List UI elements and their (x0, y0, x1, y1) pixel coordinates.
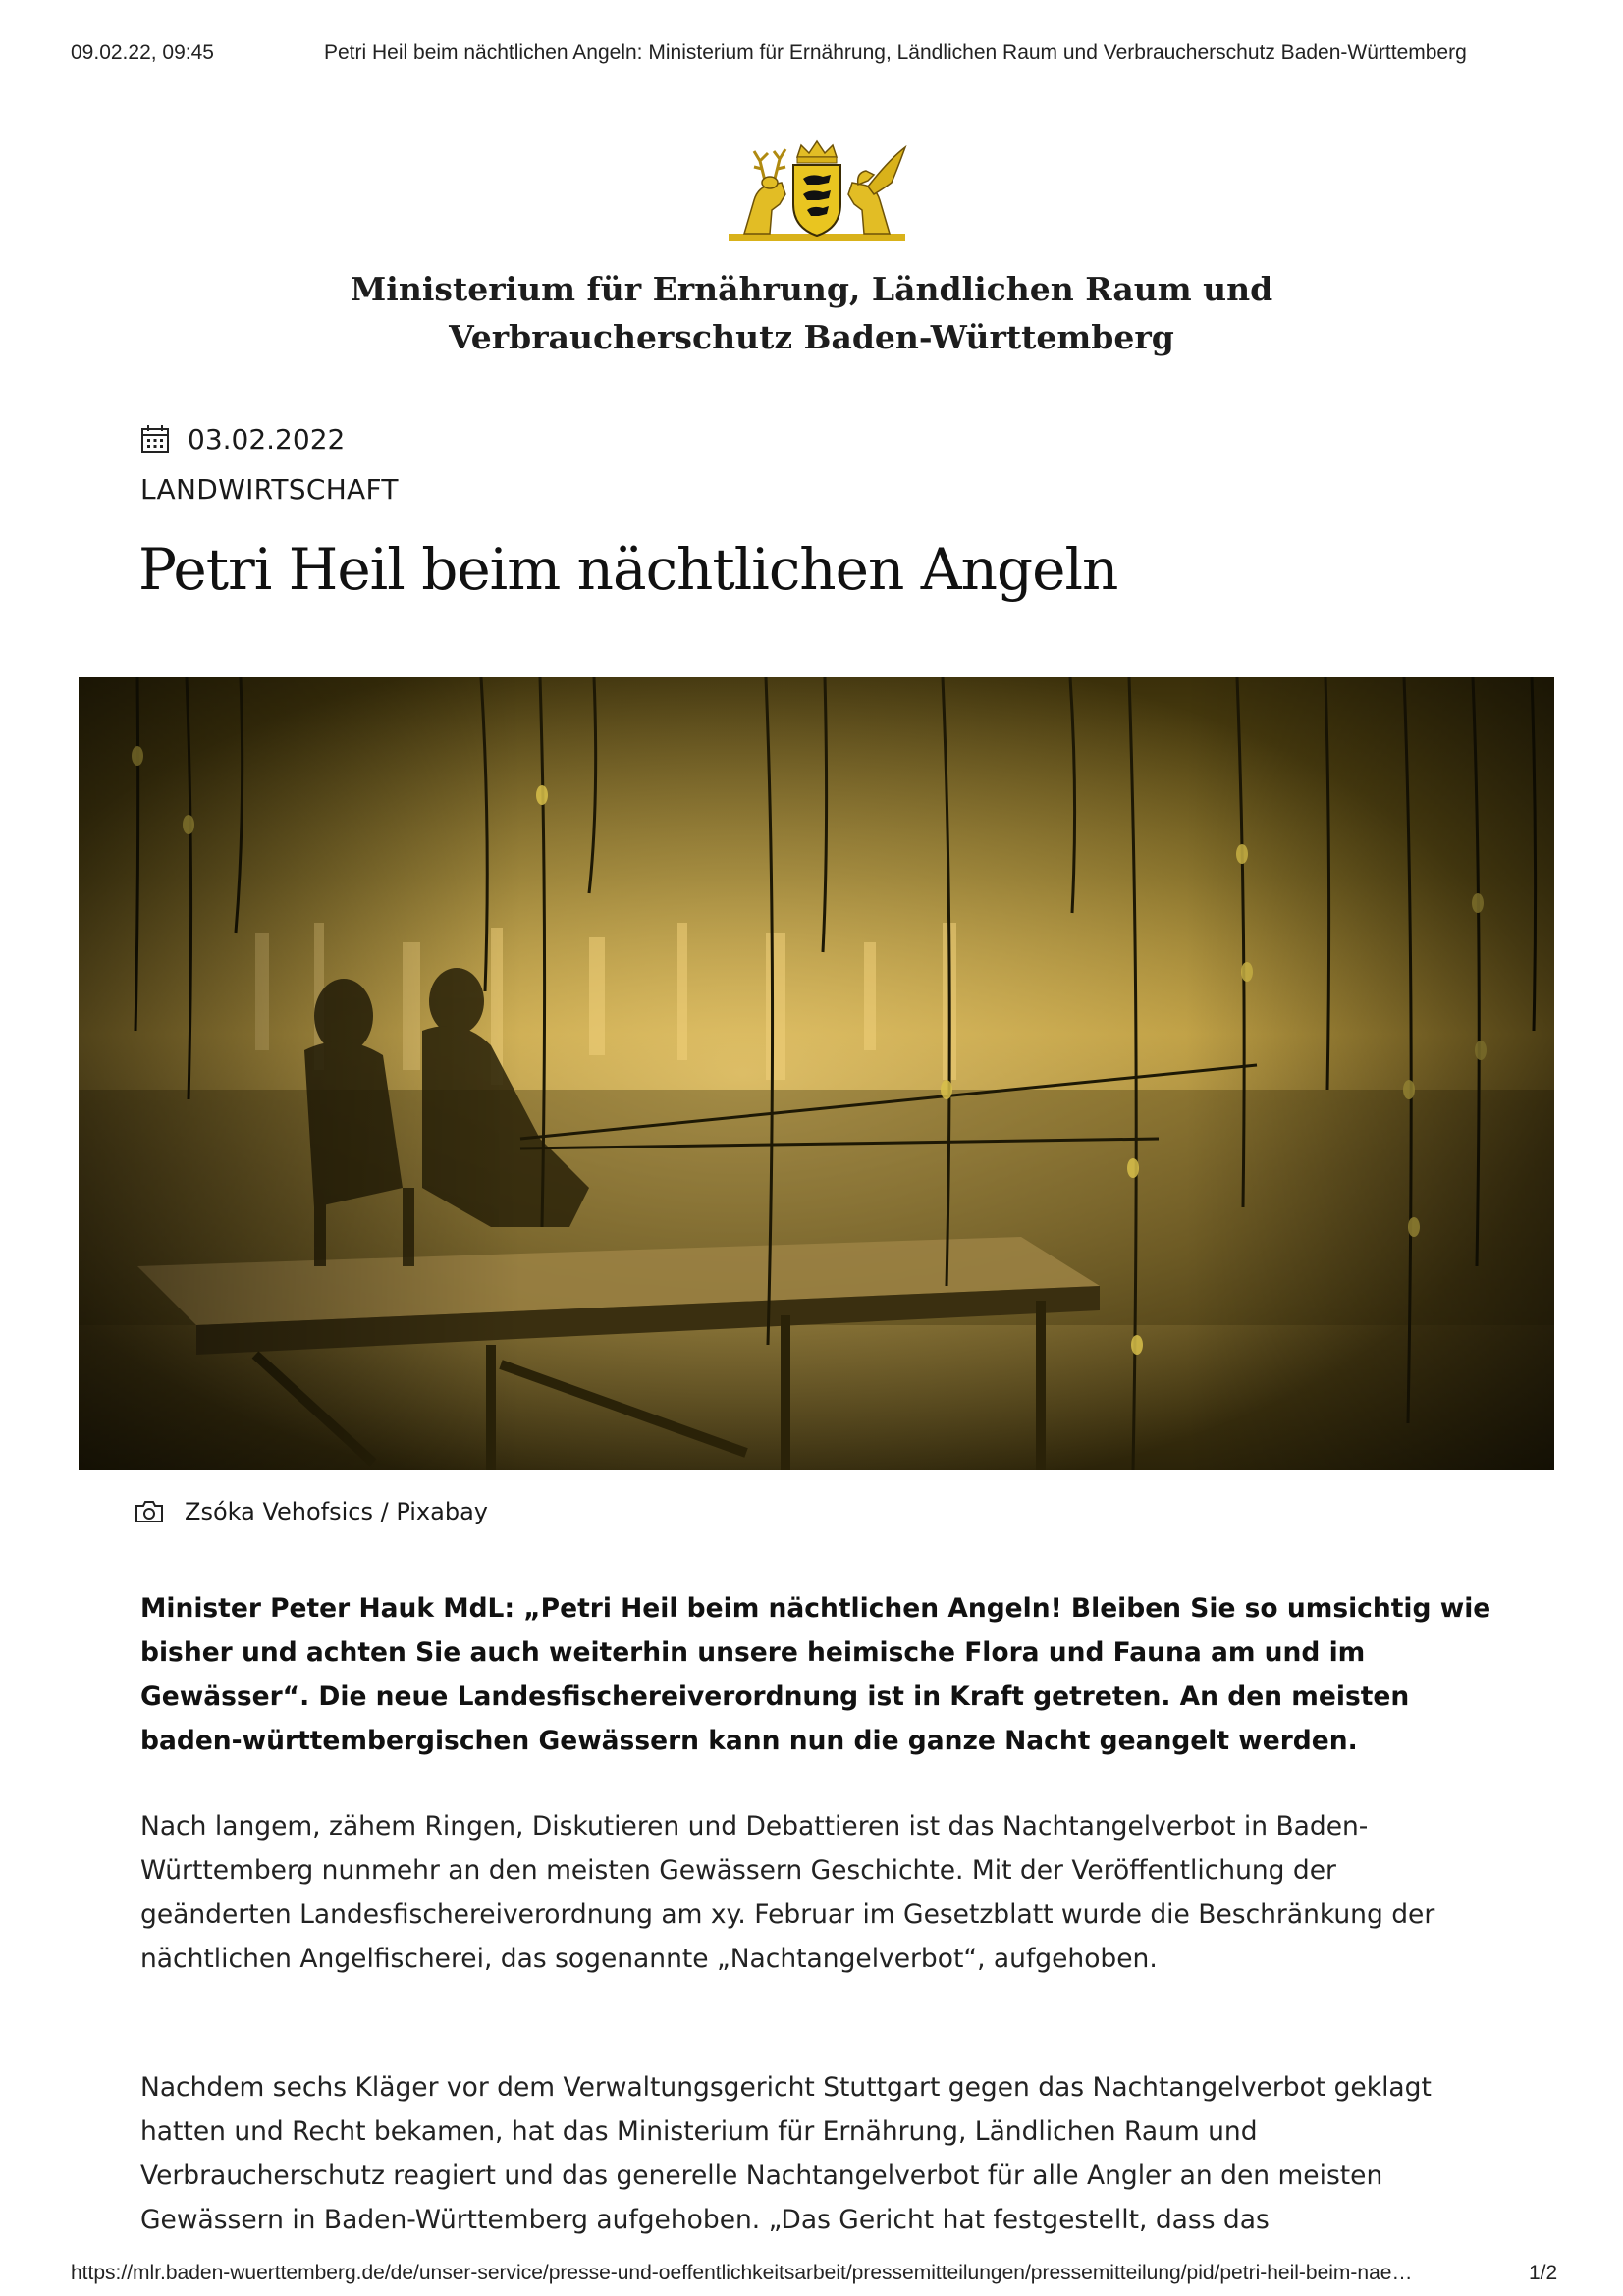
camera-icon (134, 1499, 165, 1524)
print-header (0, 0, 1623, 64)
print-url[interactable]: https://mlr.baden-wuerttemberg.de/de/unser-service/presse-und-oeffentlichkeitsarbeit/pressemitteilungen/pressemitteilung/pid/petri-heil-beim-nae… (71, 2262, 1413, 2284)
article-date (140, 422, 345, 455)
print-timestamp: 09.02.22, 09:45 (71, 41, 214, 64)
image-credit-text: Zsóka Vehofsics / Pixabay (185, 1498, 488, 1525)
article-category[interactable]: LANDWIRTSCHAFT (140, 473, 399, 506)
article-lead: Minister Peter Hauk MdL: „Petri Heil beim nächtlichen Angeln! Bleiben Sie so umsichtig wie bisher und achten Sie auch weiterhin unsere heimische Flora und Fauna am und im Gewässer“. Die neue Landesfischereiverordnung ist in Kraft getreten. An den meisten baden-württembergischen Gewässern kann nun die ganze Nacht geangelt werden. (140, 1593, 1491, 1756)
article-title: Petri Heil beim nächtlichen Angeln (138, 536, 1118, 603)
baden-wuerttemberg-coat-of-arms-icon[interactable] (725, 139, 909, 245)
ministry-name (295, 265, 1328, 361)
print-footer (0, 2258, 1623, 2296)
hero-photo-night-fishing (79, 677, 1554, 1470)
article-paragraph: Nach langem, zähem Ringen, Diskutieren und Debattieren ist das Nachtangelverbot in Baden-Württemberg nunmehr an den meisten Gewässern Geschichte. Mit der Veröffentlichung der geänderten Landesfischereiverordnung am xy. Februar im Gesetzblatt wurde die Beschränkung der nächtlichen Angelfischerei, das sogenannte „Nachtangelverbot“, aufgehoben. (140, 1811, 1435, 1974)
ministry-name-line-1: Ministerium für Ernährung, Ländlichen Raum und (350, 270, 1273, 308)
ministry-name-line-2: Verbraucherschutz Baden-Württemberg (449, 318, 1174, 356)
calendar-icon (140, 424, 170, 454)
print-page-number: 1/2 (1529, 2262, 1558, 2284)
article-paragraph: Nachdem sechs Kläger vor dem Verwaltungsgericht Stuttgart gegen das Nachtangelverbot geklagt hatten und Recht bekamen, hat das Ministerium für Ernährung, Ländlichen Raum und Verbraucherschutz reagiert und das generelle Nachtangelverbot für alle Angler an den meisten Gewässern in Baden-Württemberg aufgehoben. „Das Gericht hat festgestellt, dass das (140, 2072, 1432, 2235)
print-page-title: Petri Heil beim nächtlichen Angeln: Ministerium für Ernährung, Ländlichen Raum und Verbraucherschutz Baden-Württemberg (324, 41, 1467, 64)
image-credit (134, 1496, 488, 1527)
article-date-text: 03.02.2022 (188, 422, 346, 455)
